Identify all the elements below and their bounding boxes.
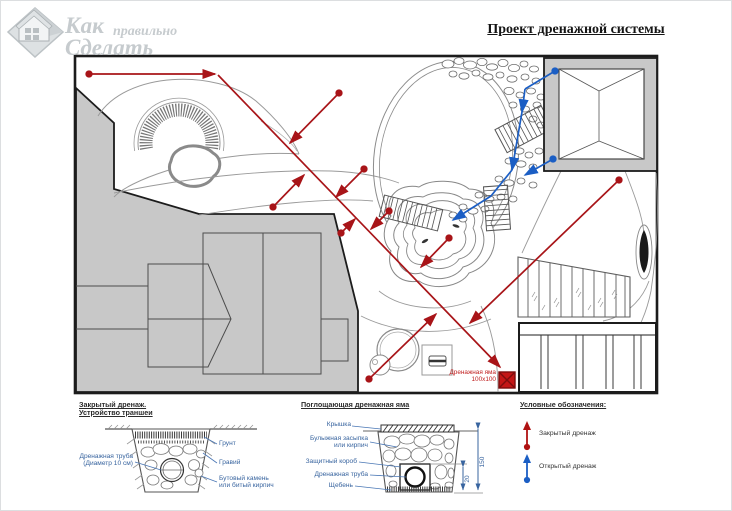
legend-closed-drain-label: Закрытый дренаж <box>539 430 596 437</box>
pit-rubble-label: Щебень <box>328 482 353 489</box>
dim-height-label: 150 <box>479 456 486 468</box>
brand-word-2: правильно <box>113 24 178 39</box>
brand-word-1: Как <box>65 13 104 38</box>
pit-cover-label: Крышка <box>326 421 351 428</box>
pit-section-title: Поглощающая дренажная яма <box>301 400 410 409</box>
trench-stone-label: Бутовый камень или битый кирпич <box>219 475 274 490</box>
pit-cover-hatch <box>381 425 454 432</box>
pergola-structure <box>519 323 656 392</box>
flowerbed-blob <box>169 146 219 186</box>
legend-open-drain-label: Открытый дренаж <box>539 463 597 470</box>
brand-word-3: Сделать <box>65 35 154 60</box>
trench-gravel-label: Гравий <box>219 459 241 466</box>
dim-bottom-label: 20 <box>464 475 471 483</box>
pit-pipe-label: Дренажная труба <box>314 471 368 478</box>
trench-pipe-label: Дренажная труба (Диаметр 10 см) <box>79 453 133 468</box>
drain-pit-marker <box>499 372 515 388</box>
legend-title: Условные обозначения: <box>520 400 607 409</box>
site-plan <box>75 52 657 393</box>
pit-fill-label: Булыжная засыпка или кирпич <box>309 435 368 450</box>
trench-soil-label: Грунт <box>219 440 236 447</box>
gazebo-building <box>544 58 657 171</box>
pit-drawing <box>352 425 486 493</box>
house-diamond-icon <box>8 8 63 57</box>
plan-pit-label: Дренажная яма 100x100 <box>449 369 496 383</box>
open-drain-arrow-icon <box>523 454 531 483</box>
trench-section-title: Закрытый дренаж. Устройство траншеи <box>79 400 153 417</box>
page-title: Проект дренажной системы <box>487 22 665 37</box>
drain-pipe-icon <box>161 459 184 482</box>
closed-drain-arrow-icon <box>523 421 531 450</box>
pit-box-label: Защитный короб <box>305 458 357 465</box>
